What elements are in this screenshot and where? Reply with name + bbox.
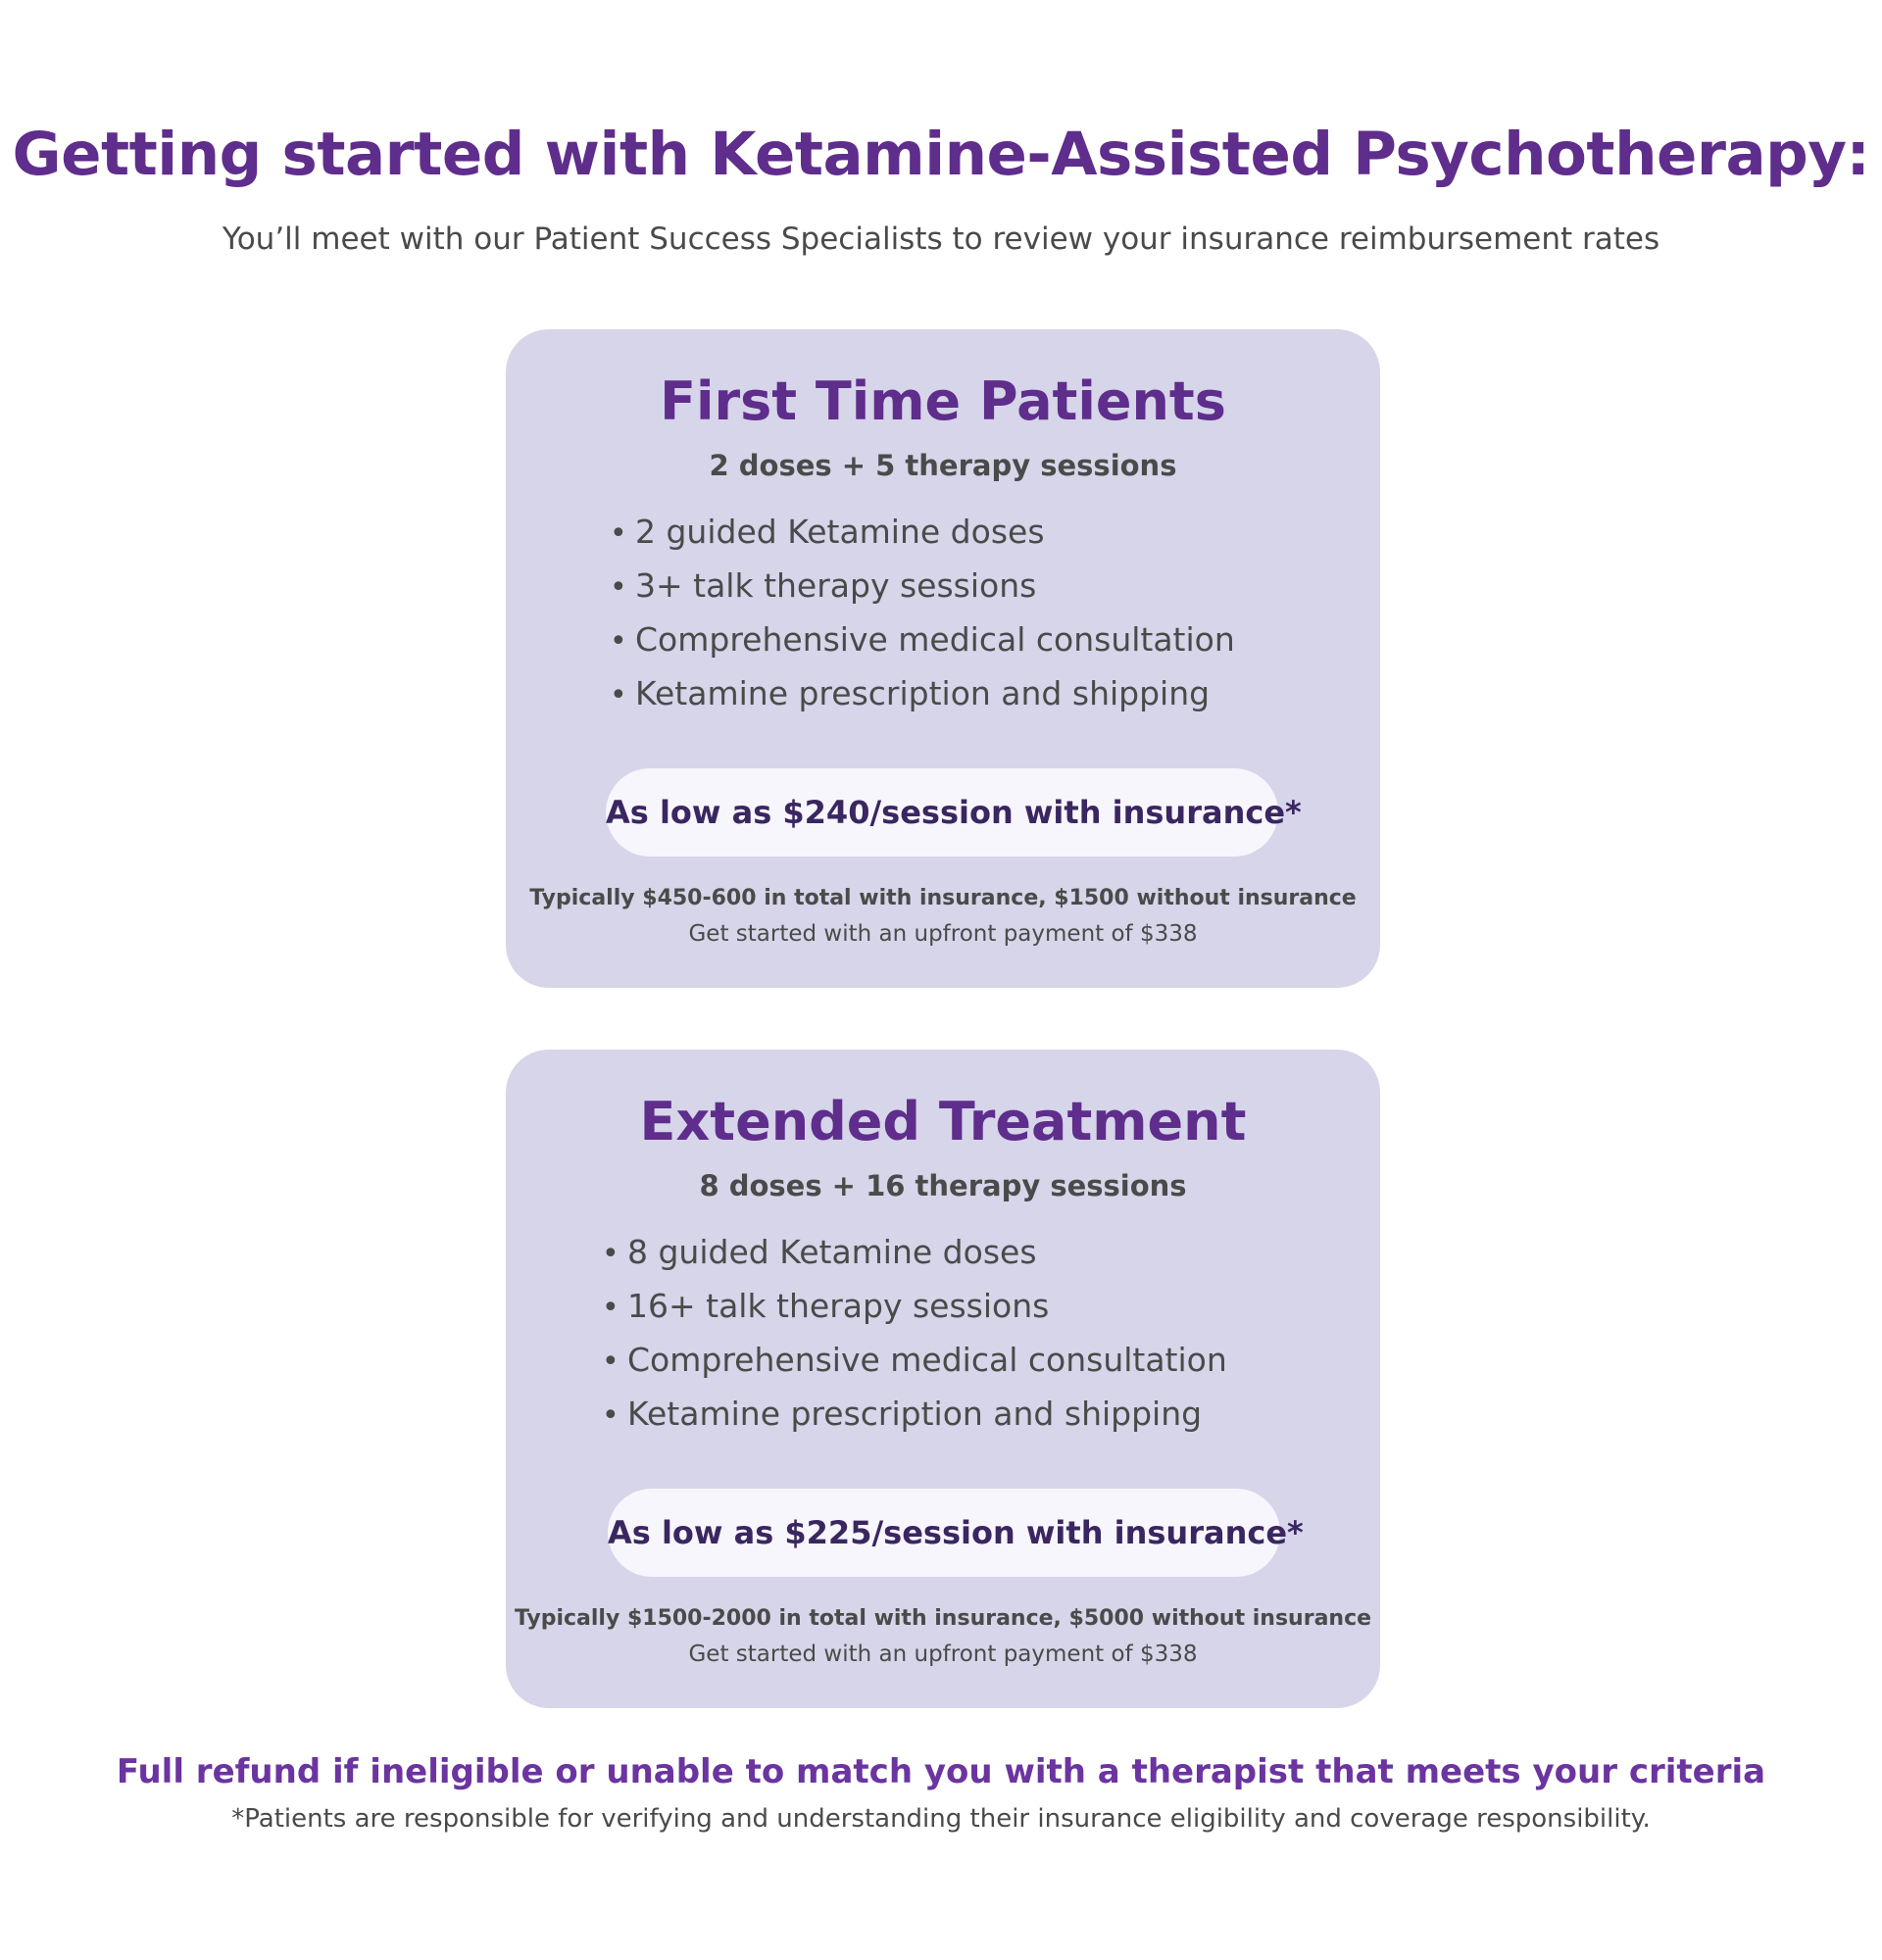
bullet-icon: •	[602, 1398, 619, 1433]
upfront-payment-note: Get started with an upfront payment of $338	[688, 921, 1198, 947]
feature-text: Ketamine prescription and shipping	[635, 674, 1211, 712]
plan-title: First Time Patients	[660, 370, 1226, 432]
insurance-disclaimer: *Patients are responsible for verifying and understanding their insurance eligibility and coverage responsibility.	[231, 1804, 1651, 1834]
list-item	[602, 1388, 1227, 1442]
bullet-icon: •	[610, 624, 627, 659]
total-price-note: Typically $450-600 in total with insurance, $1500 without insurance	[529, 886, 1357, 910]
page-subtitle: You’ll meet with our Patient Success Specialists to review your insurance reimbursement rates	[222, 221, 1660, 257]
refund-guarantee: Full refund if ineligible or unable to match you with a therapist that meets your criteria	[116, 1752, 1766, 1791]
bullet-icon: •	[602, 1345, 619, 1379]
feature-text: Ketamine prescription and shipping	[627, 1395, 1203, 1433]
list-item	[602, 1280, 1227, 1334]
feature-text: 3+ talk therapy sessions	[635, 566, 1037, 605]
list-item	[610, 560, 1235, 613]
plan-subtitle: 8 doses + 16 therapy sessions	[699, 1169, 1187, 1202]
bullet-icon: •	[602, 1237, 619, 1271]
bullet-icon: •	[602, 1291, 619, 1325]
feature-text: Comprehensive medical consultation	[635, 620, 1235, 659]
feature-text: 16+ talk therapy sessions	[627, 1287, 1050, 1325]
list-item	[602, 1334, 1227, 1388]
bullet-icon: •	[610, 570, 627, 605]
feature-text: Comprehensive medical consultation	[627, 1341, 1227, 1379]
plan-title: Extended Treatment	[639, 1091, 1247, 1152]
feature-text: 2 guided Ketamine doses	[635, 513, 1045, 551]
plan-subtitle: 2 doses + 5 therapy sessions	[709, 449, 1177, 482]
feature-list	[602, 1226, 1227, 1442]
upfront-payment-note: Get started with an upfront payment of $338	[688, 1642, 1198, 1667]
feature-text: 8 guided Ketamine doses	[627, 1233, 1037, 1271]
list-item	[610, 506, 1235, 560]
bullet-icon: •	[610, 516, 627, 551]
list-item	[610, 613, 1235, 667]
list-item	[610, 667, 1235, 721]
list-item	[602, 1226, 1227, 1280]
plan-card-extended-treatment	[506, 1050, 1380, 1708]
page-title: Getting started with Ketamine-Assisted Psychotherapy:	[12, 120, 1870, 189]
price-badge: As low as $225/session with insurance*	[608, 1489, 1280, 1577]
total-price-note: Typically $1500-2000 in total with insurance, $5000 without insurance	[514, 1606, 1372, 1631]
plan-card-first-time-patients	[506, 329, 1380, 988]
price-badge: As low as $240/session with insurance*	[606, 768, 1278, 857]
bullet-icon: •	[610, 678, 627, 712]
feature-list	[610, 506, 1235, 721]
